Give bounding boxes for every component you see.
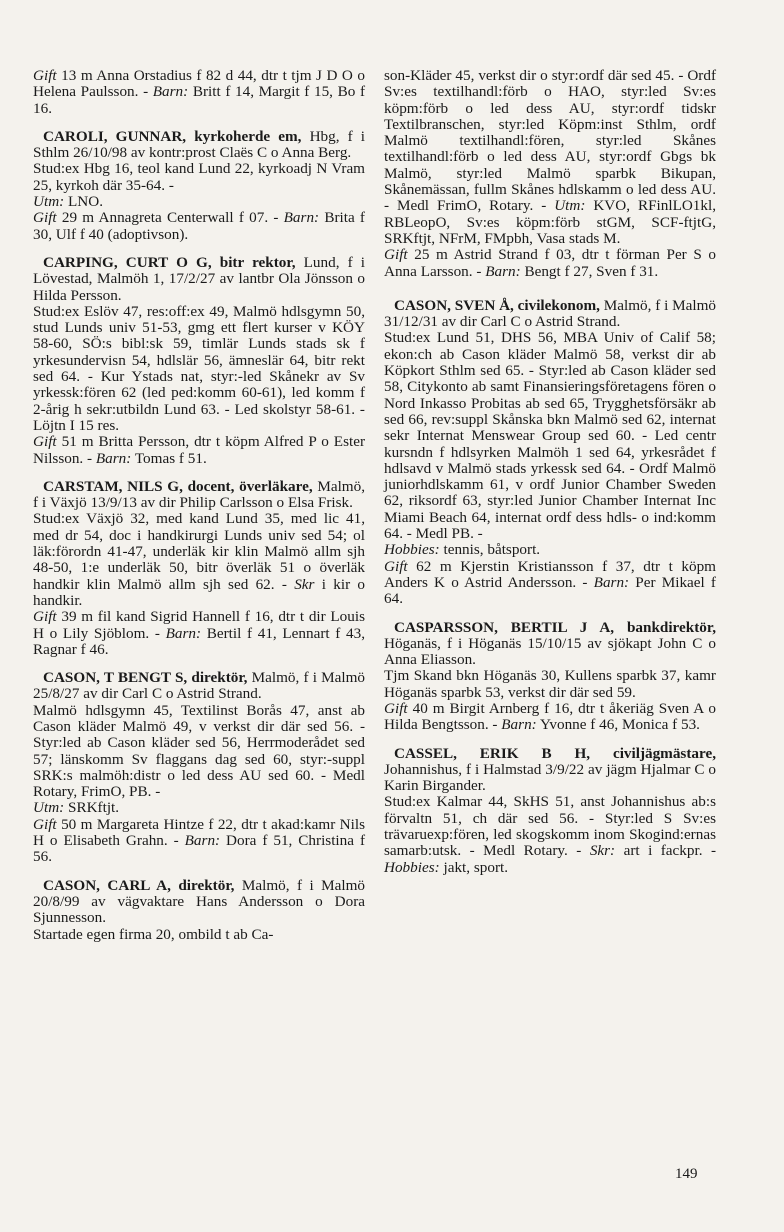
utm-label: Utm: — [554, 197, 586, 215]
entry-body: Startade egen firma 20, ombild t ab Ca- — [33, 925, 274, 943]
entry-carping — [33, 255, 365, 467]
barn-label: Barn: — [165, 624, 202, 642]
gift-label: Gift — [33, 209, 57, 227]
gift-text: 40 m Birgit Arnberg f 16, dtr t åkeriäg Sven A o Hilda Bengtsson. - — [384, 699, 716, 734]
entry-name: CASON, CARL A, direktör, — [43, 876, 235, 894]
gift-text: 25 m Astrid Strand f 03, dtr t förman Per S o Anna Larsson. - — [384, 246, 716, 280]
skr-label: Skr: — [589, 842, 616, 860]
entry-head-rest: Malmö, f i Växjö 13/9/13 av dir Philip Carlsson o Elsa Frisk. — [33, 477, 366, 512]
gift-label: Gift — [384, 699, 408, 717]
entry-body: Stud:ex Växjö 32, med kand Lund 35, med lic 41, med dr 54, doc i handkirurgi Lunds univ sed 54; ol läk:förordn 41-47, underläk kir klin Malmö allm sjh 48-50, 1:e underläk 50, bitr överläk 51 o överläk handkir klin Malmö allm sjh sed 62. - — [33, 510, 365, 593]
entry-cason-carl — [33, 878, 365, 943]
hobbies-label: Hobbies: — [384, 858, 440, 876]
hobbies-text: tennis, båtsport. — [443, 541, 541, 559]
entry-head-rest: Hbg, f i Sthlm 26/10/98 av kontr:prost Claës C o Anna Berg. — [33, 127, 366, 162]
entry-name: CAROLI, GUNNAR, kyrkoherde em, — [43, 127, 302, 145]
barn-text: Brita f 30, Ulf f 40 (adoptivson). — [33, 209, 365, 243]
entry-carstam — [33, 479, 365, 658]
right-column — [384, 68, 716, 888]
utm-label: Utm: — [33, 193, 65, 211]
gift-label: Gift — [33, 608, 57, 626]
entry-body: Stud:ex Kalmar 44, SkHS 51, anst Johannishus ab:s förvaltn 51, ch där sed 56. - Styr:led S Sv:es trävaruexp:fören, led skogskomm inom Skogind:ernas samarb:utsk. - Medl Rotary. - — [384, 793, 716, 860]
barn-label: Barn: — [95, 449, 132, 467]
utm-label: Utm: — [33, 799, 65, 817]
entry-casparsson — [384, 620, 716, 734]
entry-body: Malmö hdlsgymn 45, Textilinst Borås 47, anst ab Cason kläder Malmö 49, v verkst dir där sed 56. - Styr:led ab Cason kläder sed 56, Herrmoderådet sed 57; länskomm Sv flaggans dag sed 60, styr:-suppl SRK:s malmöh:distr o led dess AU sed 60. - Medl Rotary, FrimO, PB. - — [33, 701, 365, 801]
hobbies-label: Hobbies: — [384, 541, 440, 559]
gift-label: Gift — [384, 246, 408, 264]
hobbies-text: jakt, sport. — [443, 858, 509, 876]
entry-continuation — [384, 68, 716, 280]
barn-text: Yvonne f 46, Monica f 53. — [539, 716, 700, 734]
gift-label: Gift — [33, 433, 57, 451]
entry-name: CARPING, CURT O G, bitr rektor, — [43, 253, 296, 271]
entry-name: CASSEL, ERIK B H, civiljägmästare, — [394, 744, 716, 762]
barn-text: Tomas f 51. — [134, 449, 207, 467]
entry-name: CASPARSSON, BERTIL J A, bankdirektör, — [394, 618, 716, 636]
barn-label: Barn: — [593, 573, 630, 591]
gift-text: 50 m Margareta Hintze f 22, dtr t akad:kamr Nils H o Elisabeth Grahn. - — [33, 815, 365, 850]
entry-head-rest: Malmö, f i Malmö 25/8/27 av dir Carl C o Astrid Strand. — [33, 669, 365, 703]
entry-cassel — [384, 746, 716, 876]
barn-text: Dora f 51, Christina f 56. — [33, 832, 365, 866]
entry-body: Tjm Skand bkn Höganäs 30, Kullens sparbk 37, kamr Höganäs sparbk 53, verkst dir där sed 59. — [384, 667, 716, 701]
skr-text: i kir o handkir. — [33, 575, 366, 609]
entry-head-rest: Malmö, f i Malmö 20/8/99 av vägvaktare Hans Andersson o Dora Sjunnesson. — [33, 876, 365, 927]
entry-cason-sven — [384, 298, 716, 608]
gift-text: 51 m Britta Persson, dtr t köpm Alfred P o Ester Nilsson. - — [33, 433, 366, 467]
barn-label: Barn: — [501, 716, 537, 734]
gift-label: Gift — [33, 67, 57, 84]
barn-text: Per Mikael f 64. — [384, 573, 716, 608]
entry-head-rest: Malmö, f i Malmö 31/12/31 av dir Carl C o Astrid Strand. — [384, 296, 716, 331]
entry-head-rest: Lund, f i Lövestad, Malmöh 1, 17/2/27 av lantbr Ola Jönsson o Hilda Persson. — [33, 253, 365, 304]
entry-cason-bengt — [33, 670, 365, 866]
gift-text: 62 m Kjerstin Kristiansson f 37, dtr t köpm Anders K o Astrid Andersson. - — [384, 557, 716, 591]
gift-label: Gift — [33, 815, 57, 833]
utm-text: KVO, RFinlLO1kl, RBLeopO, Sv:es köpm:förb stGM, SCF-ftjtG, SRKftjt, NFrM, FMpbh, Vasa stads M. — [384, 197, 717, 247]
barn-label: Barn: — [152, 83, 189, 101]
skr-text: art i fackpr. - — [623, 842, 717, 860]
left-column — [33, 68, 365, 955]
gift-label: Gift — [384, 557, 408, 575]
entry-name: CARSTAM, NILS G, docent, överläkare, — [43, 477, 313, 495]
entry-head-rest: Johannishus, f i Halmstad 3/9/22 av jägm Hjalmar C o Karin Birgander. — [384, 760, 716, 795]
entry-continuation — [33, 68, 365, 117]
gift-text: 13 m Anna Orstadius f 82 d 44, dtr t tjm J D O o Helena Paulsson. - — [33, 67, 365, 101]
barn-text: Bertil f 41, Lennart f 43, Ragnar f 46. — [33, 624, 366, 658]
entry-body: Stud:ex Eslöv 47, res:off:ex 49, Malmö hdlsgymn 50, stud Lunds univ 51-53, gmg ett flert kurser v KÖY 58-60, SÖ:s bibl:sk 59, timlär Lunds stads sk f yrkesundervisn 54, hdlslär 56, ämneslär 64, bitr rekt sed 64. - Kur Ystads nat, styr:-led Skånekr av Sv yrkessk:fören 62 (led ped:komm 60-61), led komm f 2-årig h sekr:utbildn Lund 63. - Led skolstyr 58-61. - Löjtn I 15 res. — [33, 302, 365, 434]
gift-text: 39 m fil kand Sigrid Hannell f 16, dtr t dir Louis H o Lily Sjöblom. - — [33, 608, 366, 642]
entry-caroli — [33, 129, 365, 243]
utm-text: LNO. — [68, 193, 104, 211]
utm-text: SRKftjt. — [68, 799, 120, 817]
barn-label: Barn: — [184, 832, 221, 850]
entry-body: Stud:ex Lund 51, DHS 56, MBA Univ of Calif 58; ekon:ch ab Cason kläder Malmö 58, verkst dir ab Köpkort Sthlm sed 65. - Styr:led ab Cason kläder sed 58, Citykonto ab samt Finansieringsföretagens fören o Nord Inkasso Probitas ab sed 65, Trygghetsförsäkr ab sed 66, rev:suppl Skånska bkn Malmö sed 62, internat sekr Internat Menswear Group sed 60. - Led centr kursndn f hdlsyrken Malmöh 1 sed 64, yrkesrådet f hdlsavd v Malmö stads yrkessk sed 64. - Ordf Malmö juniorhdlskamm 61, v ordf Junior Chamber Sweden 62, riksordf 63, styr:led Junior Chamber Internat Inc Miami Beach 64, internat ordf dess hdls- o ind:komm 64. - Medl PB. - — [384, 329, 716, 543]
gift-text: 29 m Annagreta Centerwall f 07. - — [61, 209, 279, 227]
entry-body: Stud:ex Hbg 16, teol kand Lund 22, kyrkoadj N Vram 25, kyrkoh där 35-64. - — [33, 160, 365, 194]
barn-label: Barn: — [283, 209, 320, 227]
barn-text: Britt f 14, Margit f 15, Bo f 16. — [33, 83, 366, 117]
entry-name: CASON, T BENGT S, direktör, — [43, 669, 248, 687]
skr-label: Skr — [294, 575, 315, 593]
barn-label: Barn: — [485, 262, 521, 280]
page-number: 149 — [675, 1166, 698, 1182]
entry-name: CASON, SVEN Å, civilekonom, — [394, 296, 600, 314]
barn-text: Bengt f 27, Sven f 31. — [524, 262, 659, 280]
entry-head-rest: Höganäs, f i Höganäs 15/10/15 av sjökapt John C o Anna Eliasson. — [384, 634, 716, 669]
entry-body: son-Kläder 45, verkst dir o styr:ordf där sed 45. - Ordf Sv:es textilhandl:förb o HAO, styr:led Sv:es köpm:förb o led dess AU, styr:ordf tidskr Textilbranschen, styr:led Köpm:inst Sthlm, ordf Malmö textilhandl:fören, styr:led Skånes textilhandl:förb o led dess AU, styr:ordf Gbgs bk Malmö, styr:led Malmö sparbk Bikupan, Skånemässan, fullm Skånes hdlskamm o led dess AU. - Medl FrimO, Rotary. - — [384, 67, 716, 215]
